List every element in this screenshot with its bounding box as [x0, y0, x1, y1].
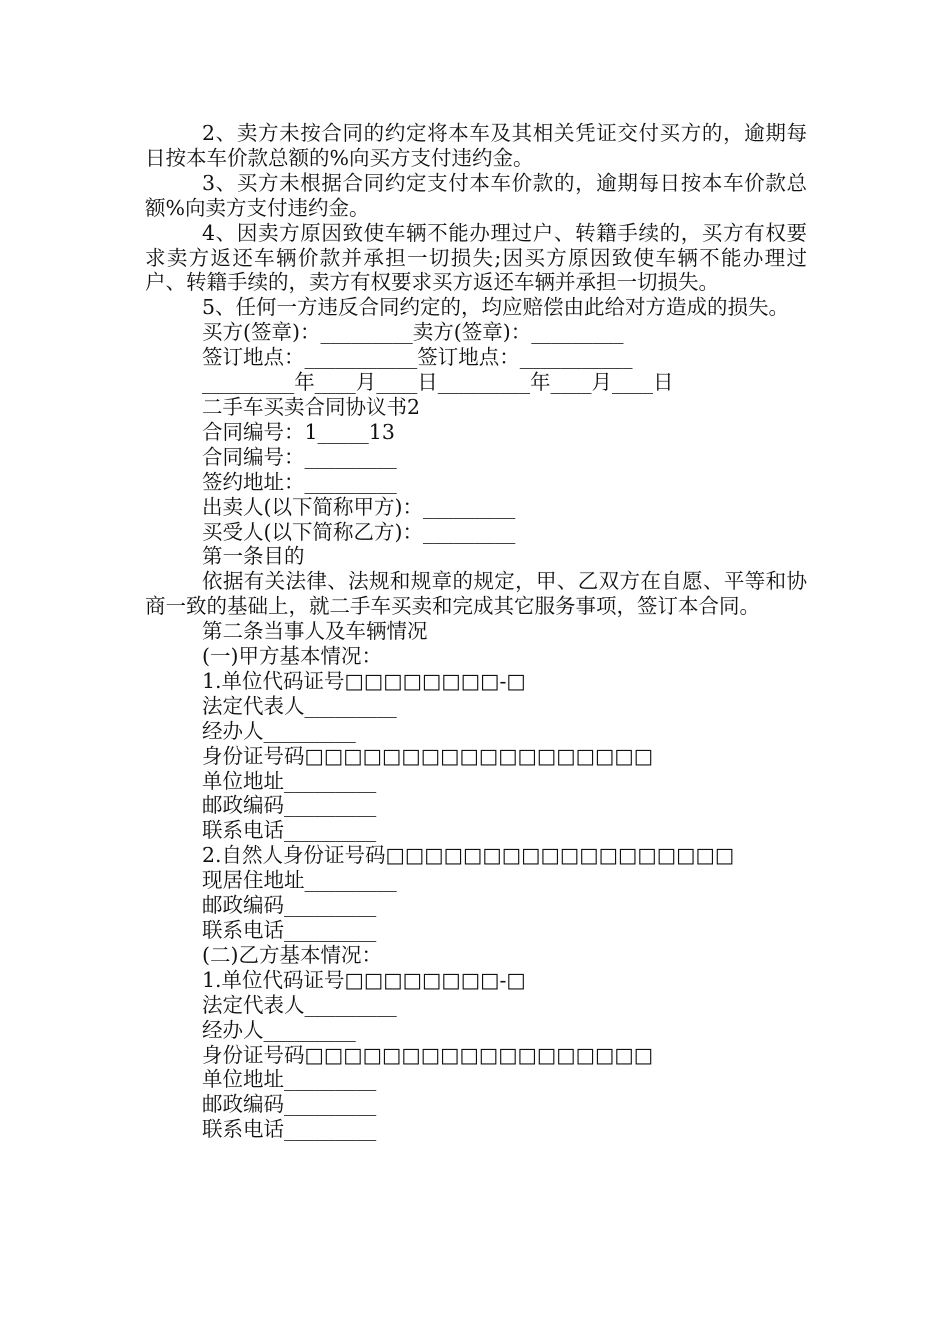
party-a-agent: 经办人_________ [202, 718, 356, 743]
clause-3-paragraph: 3、买方未根据合同约定支付本车价款的，逾期每日按本车价款总额%向卖方支付违约金。 [145, 170, 807, 220]
article-1-body: 依据有关法律、法规和规章的规定，甲、乙双方在自愿、平等和协商一致的基础上，就二手车买卖和完成其它服务事项，签订本合同。 [145, 569, 807, 619]
party-b-address: 单位地址_________ [202, 1067, 377, 1092]
buyer-line: 买受人(以下简称乙方)：_________ [202, 519, 516, 544]
document-body [145, 121, 807, 1142]
sign-address-line: 签约地址：_________ [202, 469, 397, 494]
clause-2-paragraph: 2、卖方未按合同的约定将本车及其相关凭证交付买方的，逾期每日按本车价款总额的%向买方支付违约金。 [145, 121, 807, 170]
party-a-id-number: 身份证号码□□□□□□□□□□□□□□□□□□ [202, 743, 654, 768]
party-a-postcode-2: 邮政编码_________ [202, 893, 377, 918]
seller-line: 出卖人(以下简称甲方)：_________ [202, 494, 516, 519]
contract-number-line-1: 合同编号：1_____13 [202, 419, 395, 444]
contract-number-line-2: 合同编号：_________ [202, 444, 397, 469]
party-b-org-code: 1.单位代码证号□□□□□□□□-□ [202, 967, 526, 992]
contract-title: 二手车买卖合同协议书2 [202, 394, 421, 419]
party-a-phone: 联系电话_________ [202, 818, 377, 843]
party-b-heading: (二)乙方基本情况： [202, 942, 382, 967]
party-a-address: 单位地址_________ [202, 768, 377, 793]
party-a-heading: (一)甲方基本情况： [202, 644, 382, 669]
party-a-residence: 现居住地址_________ [202, 868, 397, 893]
article-2-title: 第二条当事人及车辆情况 [202, 619, 428, 644]
party-a-phone-2: 联系电话_________ [202, 918, 377, 942]
clause-5-paragraph: 5、任何一方违反合同约定的，均应赔偿由此给对方造成的损失。 [202, 295, 790, 320]
party-b-id-number: 身份证号码□□□□□□□□□□□□□□□□□□ [202, 1042, 654, 1067]
party-a-postcode: 邮政编码_________ [202, 793, 377, 818]
party-a-natural-person-id: 2.自然人身份证号码□□□□□□□□□□□□□□□□□□ [202, 843, 735, 868]
party-b-agent: 经办人_________ [202, 1017, 356, 1042]
party-b-legal-rep: 法定代表人_________ [202, 992, 397, 1017]
clause-4-paragraph: 4、因卖方原因致使车辆不能办理过户、转籍手续的，买方有权要求卖方返还车辆价款并承担一切损失;因买方原因致使车辆不能办理过户、转籍手续的，卖方有权要求买方返还车辆并承担一切损失。 [145, 220, 807, 295]
signature-line-place: 签订地点：___________签订地点：___________ [202, 345, 633, 370]
party-b-postcode: 邮政编码_________ [202, 1092, 377, 1117]
party-a-legal-rep: 法定代表人_________ [202, 693, 397, 718]
signature-line-parties: 买方(签章)：_________卖方(签章)：_________ [202, 320, 624, 345]
article-1-title: 第一条目的 [202, 544, 305, 569]
party-b-phone: 联系电话_________ [202, 1117, 377, 1142]
party-a-org-code: 1.单位代码证号□□□□□□□□-□ [202, 668, 526, 693]
signature-line-date: _________年____月____日_________年____月____日 [202, 370, 674, 395]
